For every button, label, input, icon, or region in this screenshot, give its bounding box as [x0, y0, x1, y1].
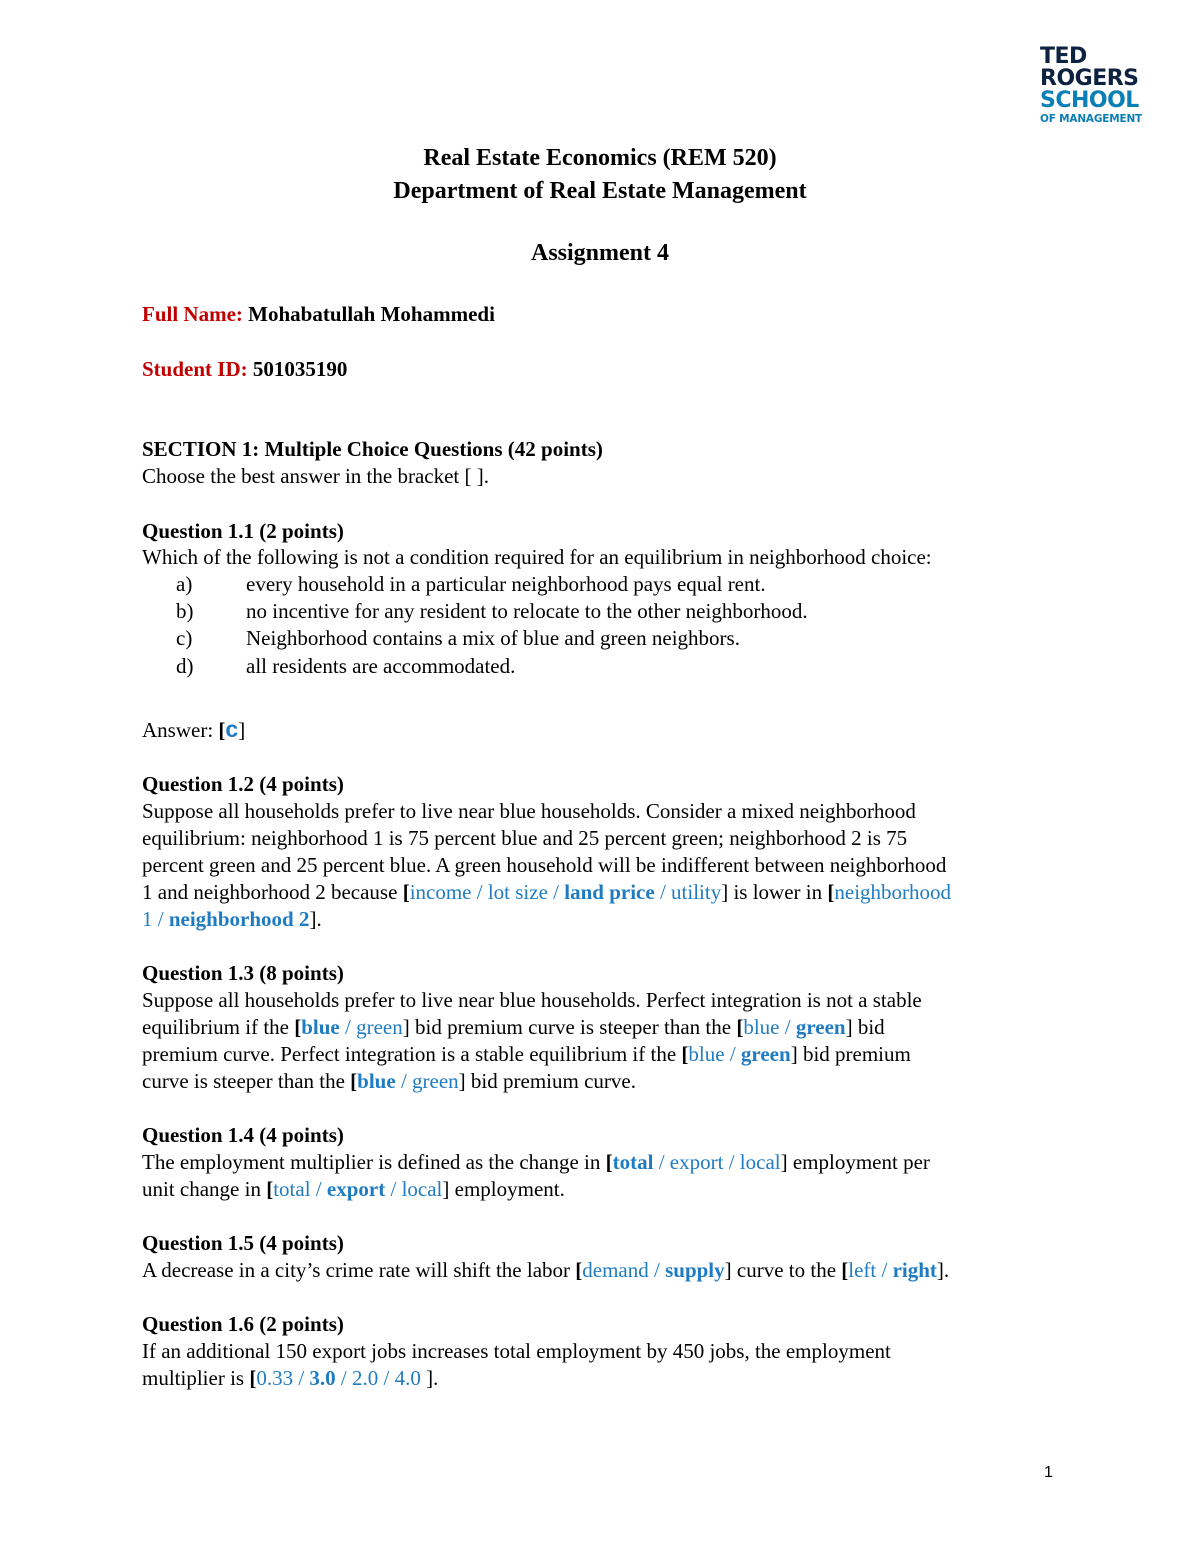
- choice-green: green: [795, 1015, 846, 1039]
- assignment-title: Assignment 4: [530, 240, 669, 266]
- choice-export: export: [669, 1150, 724, 1174]
- choice-land-price: land price: [564, 880, 655, 904]
- q1-2-line-1: Suppose all households prefer to live near blue households. Consider a mixed neighborhood: [142, 799, 916, 823]
- text-fragment: premium curve. Perfect integration is a stable equilibrium if the: [142, 1042, 682, 1066]
- text-fragment: ].: [420, 1366, 439, 1390]
- question-1-5-title: Question 1.5 (4 points): [142, 1231, 344, 1255]
- option-text: Neighborhood contains a mix of blue and green neighbors.: [246, 626, 740, 650]
- choice-neighborhood-2: neighborhood 2: [168, 907, 310, 931]
- choice-blue: blue: [301, 1015, 340, 1039]
- choice-local: local: [739, 1150, 781, 1174]
- full-name-label: Full Name:: [142, 302, 243, 326]
- q1-4-line-1: The employment multiplier is defined as the change in [total / export / local] employment per: [142, 1150, 930, 1174]
- choice-neighborhood-1-number: 1: [142, 907, 153, 931]
- choice-green: green: [356, 1015, 403, 1039]
- option-text: all residents are accommodated.: [246, 654, 516, 678]
- text-fragment: is lower in: [728, 880, 828, 904]
- logo-line-1: TED: [1040, 44, 1087, 69]
- page-number: 1: [1044, 1464, 1053, 1481]
- text-fragment: unit change in: [142, 1177, 267, 1201]
- text-fragment: 1 and neighborhood 2 because: [142, 880, 403, 904]
- q1-5-line-1: A decrease in a city’s crime rate will shift the labor [demand / supply] curve to the [left / right].: [142, 1258, 950, 1282]
- section-1-instruction: Choose the best answer in the bracket [ ].: [142, 464, 489, 488]
- ted-rogers-logo: [1040, 46, 1160, 125]
- department-title: Department of Real Estate Management: [393, 178, 807, 204]
- full-name-line: [142, 302, 495, 327]
- text-fragment: bid premium curve is steeper than the: [409, 1015, 737, 1039]
- text-fragment: equilibrium if the: [142, 1015, 295, 1039]
- q1-2-line-5: 1 / neighborhood 2].: [142, 907, 322, 931]
- choice-4-0: 4.0: [394, 1366, 421, 1390]
- text-fragment: The employment multiplier is defined as the change in: [142, 1150, 606, 1174]
- q1-6-line-2: multiplier is [0.33 / 3.0 / 2.0 / 4.0 ].: [142, 1366, 439, 1390]
- choice-green: green: [412, 1069, 459, 1093]
- text-fragment: .: [943, 1258, 950, 1282]
- text-fragment: bid premium: [797, 1042, 911, 1066]
- choice-blue: blue: [357, 1069, 396, 1093]
- question-1-6-title: Question 1.6 (2 points): [142, 1312, 344, 1336]
- choice-export: export: [326, 1177, 386, 1201]
- text-fragment: multiplier is: [142, 1366, 250, 1390]
- course-title: Real Estate Economics (REM 520): [423, 145, 777, 171]
- question-1-1-stem: Which of the following is not a condition required for an equilibrium in neighborhood choice:: [142, 545, 932, 569]
- student-id-label: Student ID:: [142, 357, 248, 381]
- option-label: b): [176, 599, 194, 623]
- choice-lot-size: lot size: [487, 880, 548, 904]
- question-1-1-title: Question 1.1 (2 points): [142, 519, 344, 543]
- q1-6-line-1: If an additional 150 export jobs increases total employment by 450 jobs, the employment: [142, 1339, 891, 1363]
- choice-blue: blue: [688, 1042, 725, 1066]
- choice-total: total: [612, 1150, 654, 1174]
- answer-prefix: Answer:: [142, 718, 219, 742]
- option-text: every household in a particular neighborhood pays equal rent.: [246, 572, 766, 596]
- q1-3-line-2: equilibrium if the [blue / green] bid premium curve is steeper than the [blue / green] bid: [142, 1015, 885, 1039]
- student-id-value: 501035190: [252, 357, 348, 381]
- logo-line-4: OF MANAGEMENT: [1040, 113, 1143, 125]
- q1-3-line-3: premium curve. Perfect integration is a stable equilibrium if the [blue / green] bid premium: [142, 1042, 911, 1066]
- option-label: c): [176, 626, 193, 650]
- full-name-value: Mohabatullah Mohammedi: [248, 302, 495, 326]
- option-label: a): [176, 572, 193, 596]
- choice-right: right: [892, 1258, 937, 1282]
- question-1-1-answer: Answer: [c]: [142, 716, 246, 742]
- question-1-3-title: Question 1.3 (8 points): [142, 961, 344, 985]
- option-label: d): [176, 654, 194, 678]
- logo-line-2: ROGERS: [1040, 66, 1139, 91]
- choice-0-33: 0.33: [256, 1366, 294, 1390]
- text-fragment: .: [316, 907, 322, 931]
- answer-value: c: [225, 716, 239, 742]
- question-1-2-title: Question 1.2 (4 points): [142, 772, 344, 796]
- section-1-title: SECTION 1: Multiple Choice Questions (42 points): [142, 437, 603, 461]
- text-fragment: bid: [852, 1015, 885, 1039]
- choice-neighborhood-1: neighborhood: [834, 880, 952, 904]
- q1-3-line-4: curve is steeper than the [blue / green] bid premium curve.: [142, 1069, 636, 1093]
- logo-line-3: SCHOOL: [1040, 88, 1139, 113]
- text-fragment: employment.: [449, 1177, 565, 1201]
- text-fragment: curve is steeper than the: [142, 1069, 351, 1093]
- student-id-line: [142, 357, 347, 382]
- choice-income: income: [409, 880, 472, 904]
- option-text: no incentive for any resident to relocate to the other neighborhood.: [246, 599, 808, 623]
- text-fragment: employment per: [787, 1150, 930, 1174]
- question-1-4-title: Question 1.4 (4 points): [142, 1123, 344, 1147]
- q1-2-line-4: 1 and neighborhood 2 because [income / lot size / land price / utility] is lower in [neighborhood: [142, 880, 952, 904]
- q1-2-line-3: percent green and 25 percent blue. A green household will be indifferent between neighborhood: [142, 853, 947, 877]
- q1-2-line-2: equilibrium: neighborhood 1 is 75 percent blue and 25 percent green; neighborhood 2 is 75: [142, 826, 908, 850]
- choice-green: green: [740, 1042, 791, 1066]
- choice-local: local: [401, 1177, 443, 1201]
- q1-3-line-1: Suppose all households prefer to live near blue households. Perfect integration is not a stable: [142, 988, 922, 1012]
- text-fragment: A decrease in a city’s crime rate will shift the labor: [142, 1258, 576, 1282]
- choice-left: left: [848, 1258, 877, 1282]
- choice-total: total: [273, 1177, 311, 1201]
- choice-supply: supply: [665, 1258, 725, 1282]
- choice-demand: demand: [582, 1258, 649, 1282]
- choice-blue: blue: [743, 1015, 780, 1039]
- choice-utility: utility: [671, 880, 722, 904]
- text-fragment: bid premium curve.: [465, 1069, 636, 1093]
- choice-2-0: 2.0: [352, 1366, 379, 1390]
- q1-4-line-2: unit change in [total / export / local] employment.: [142, 1177, 565, 1201]
- text-fragment: curve to the: [731, 1258, 842, 1282]
- choice-3-0: 3.0: [309, 1366, 336, 1390]
